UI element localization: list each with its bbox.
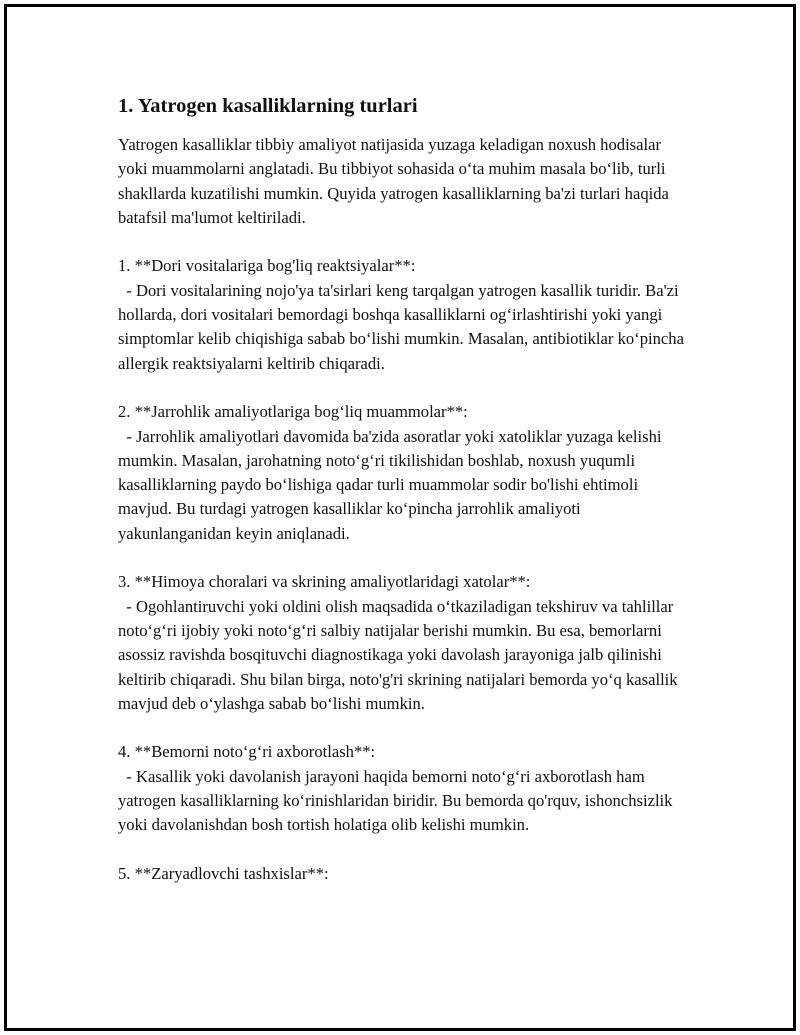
list-item bbox=[118, 570, 688, 716]
list-item-title: 2. **Jarrohlik amaliyotlariga bog‘liq muammolar**: bbox=[118, 402, 468, 422]
list-item bbox=[118, 740, 688, 837]
document-content bbox=[118, 92, 688, 911]
list-item-title: 4. **Bemorni noto‘g‘ri axborotlash**: bbox=[118, 742, 376, 762]
list-item-body: - Ogohlantiruvchi yoki oldini olish maqsadida o‘tkaziladigan tekshiruv va tahlillar noto‘g‘ri ijobiy yoki noto‘g‘ri salbiy natijalar berishi mumkin. Bu esa, bemorlarni asossiz ravishda bosqituvchi diagnostikaga yoki davolash jarayoniga jalb qilinishi keltirib chiqaradi. Shu bilan birga, noto'g'ri skrining natijalari bemorda yo‘q kasallik mavjud deb o‘ylashga sabab bo‘lishi mumkin. bbox=[118, 596, 678, 713]
list-item bbox=[118, 862, 688, 886]
list-item-title: 5. **Zaryadlovchi tashxislar**: bbox=[118, 863, 329, 883]
list-item-body: - Jarrohlik amaliyotlari davomida ba'zida asoratlar yoki xatoliklar yuzaga kelishi mumkin. Masalan, jarohatning noto‘g‘ri tikilishidan boshlab, noxush yuqumli kasalliklarning paydo bo‘lishiga qadar turli muammolar sodir bo'lishi ehtimoli mavjud. Bu turdagi yatrogen kasalliklar ko‘pincha jarrohlik amaliyoti yakunlanganidan keyin aniqlanadi. bbox=[118, 426, 662, 543]
list-item-body: - Kasallik yoki davolanish jarayoni haqida bemorni noto‘g‘ri axborotlash ham yatrogen kasalliklarning ko‘rinishlaridan biridir. Bu bemorda qo'rquv, ishonchsizlik yoki davolanishdan bosh tortish holatiga olib kelishi mumkin. bbox=[118, 766, 673, 835]
paragraph-gap bbox=[118, 230, 688, 254]
section-heading: 1. Yatrogen kasalliklarning turlari bbox=[118, 95, 418, 117]
list-item-title: 3. **Himoya choralari va skrining amaliyotlaridagi xatolar**: bbox=[118, 572, 531, 592]
intro-paragraph: Yatrogen kasalliklar tibbiy amaliyot natijasida yuzaga keladigan noxush hodisalar yoki muammolarni anglatadi. Bu tibbiyot sohasida o‘ta muhim masala bo‘lib, turli shakllarda kuzatilishi mumkin. Quyida yatrogen kasalliklarning ba'zi turlari haqida batafsil ma'lumot keltiriladi. bbox=[118, 135, 669, 227]
list-item-body: - Dori vositalarining nojo'ya ta'sirlari keng tarqalgan yatrogen kasallik turidir. Ba'zi hollarda, dori vositalari bemordagi boshqa kasalliklarni og‘irlashtirishi yoki yangi simptomlar kelib chiqishiga sabab bo‘lishi mumkin. Masalan, antibiotiklar ko‘pincha allergik reaktsiyalarni keltirib chiqaradi. bbox=[118, 280, 684, 373]
list-item-title: 1. **Dori vositalariga bog'liq reaktsiyalar**: bbox=[118, 256, 416, 276]
list-item bbox=[118, 254, 688, 375]
list-item bbox=[118, 400, 688, 546]
